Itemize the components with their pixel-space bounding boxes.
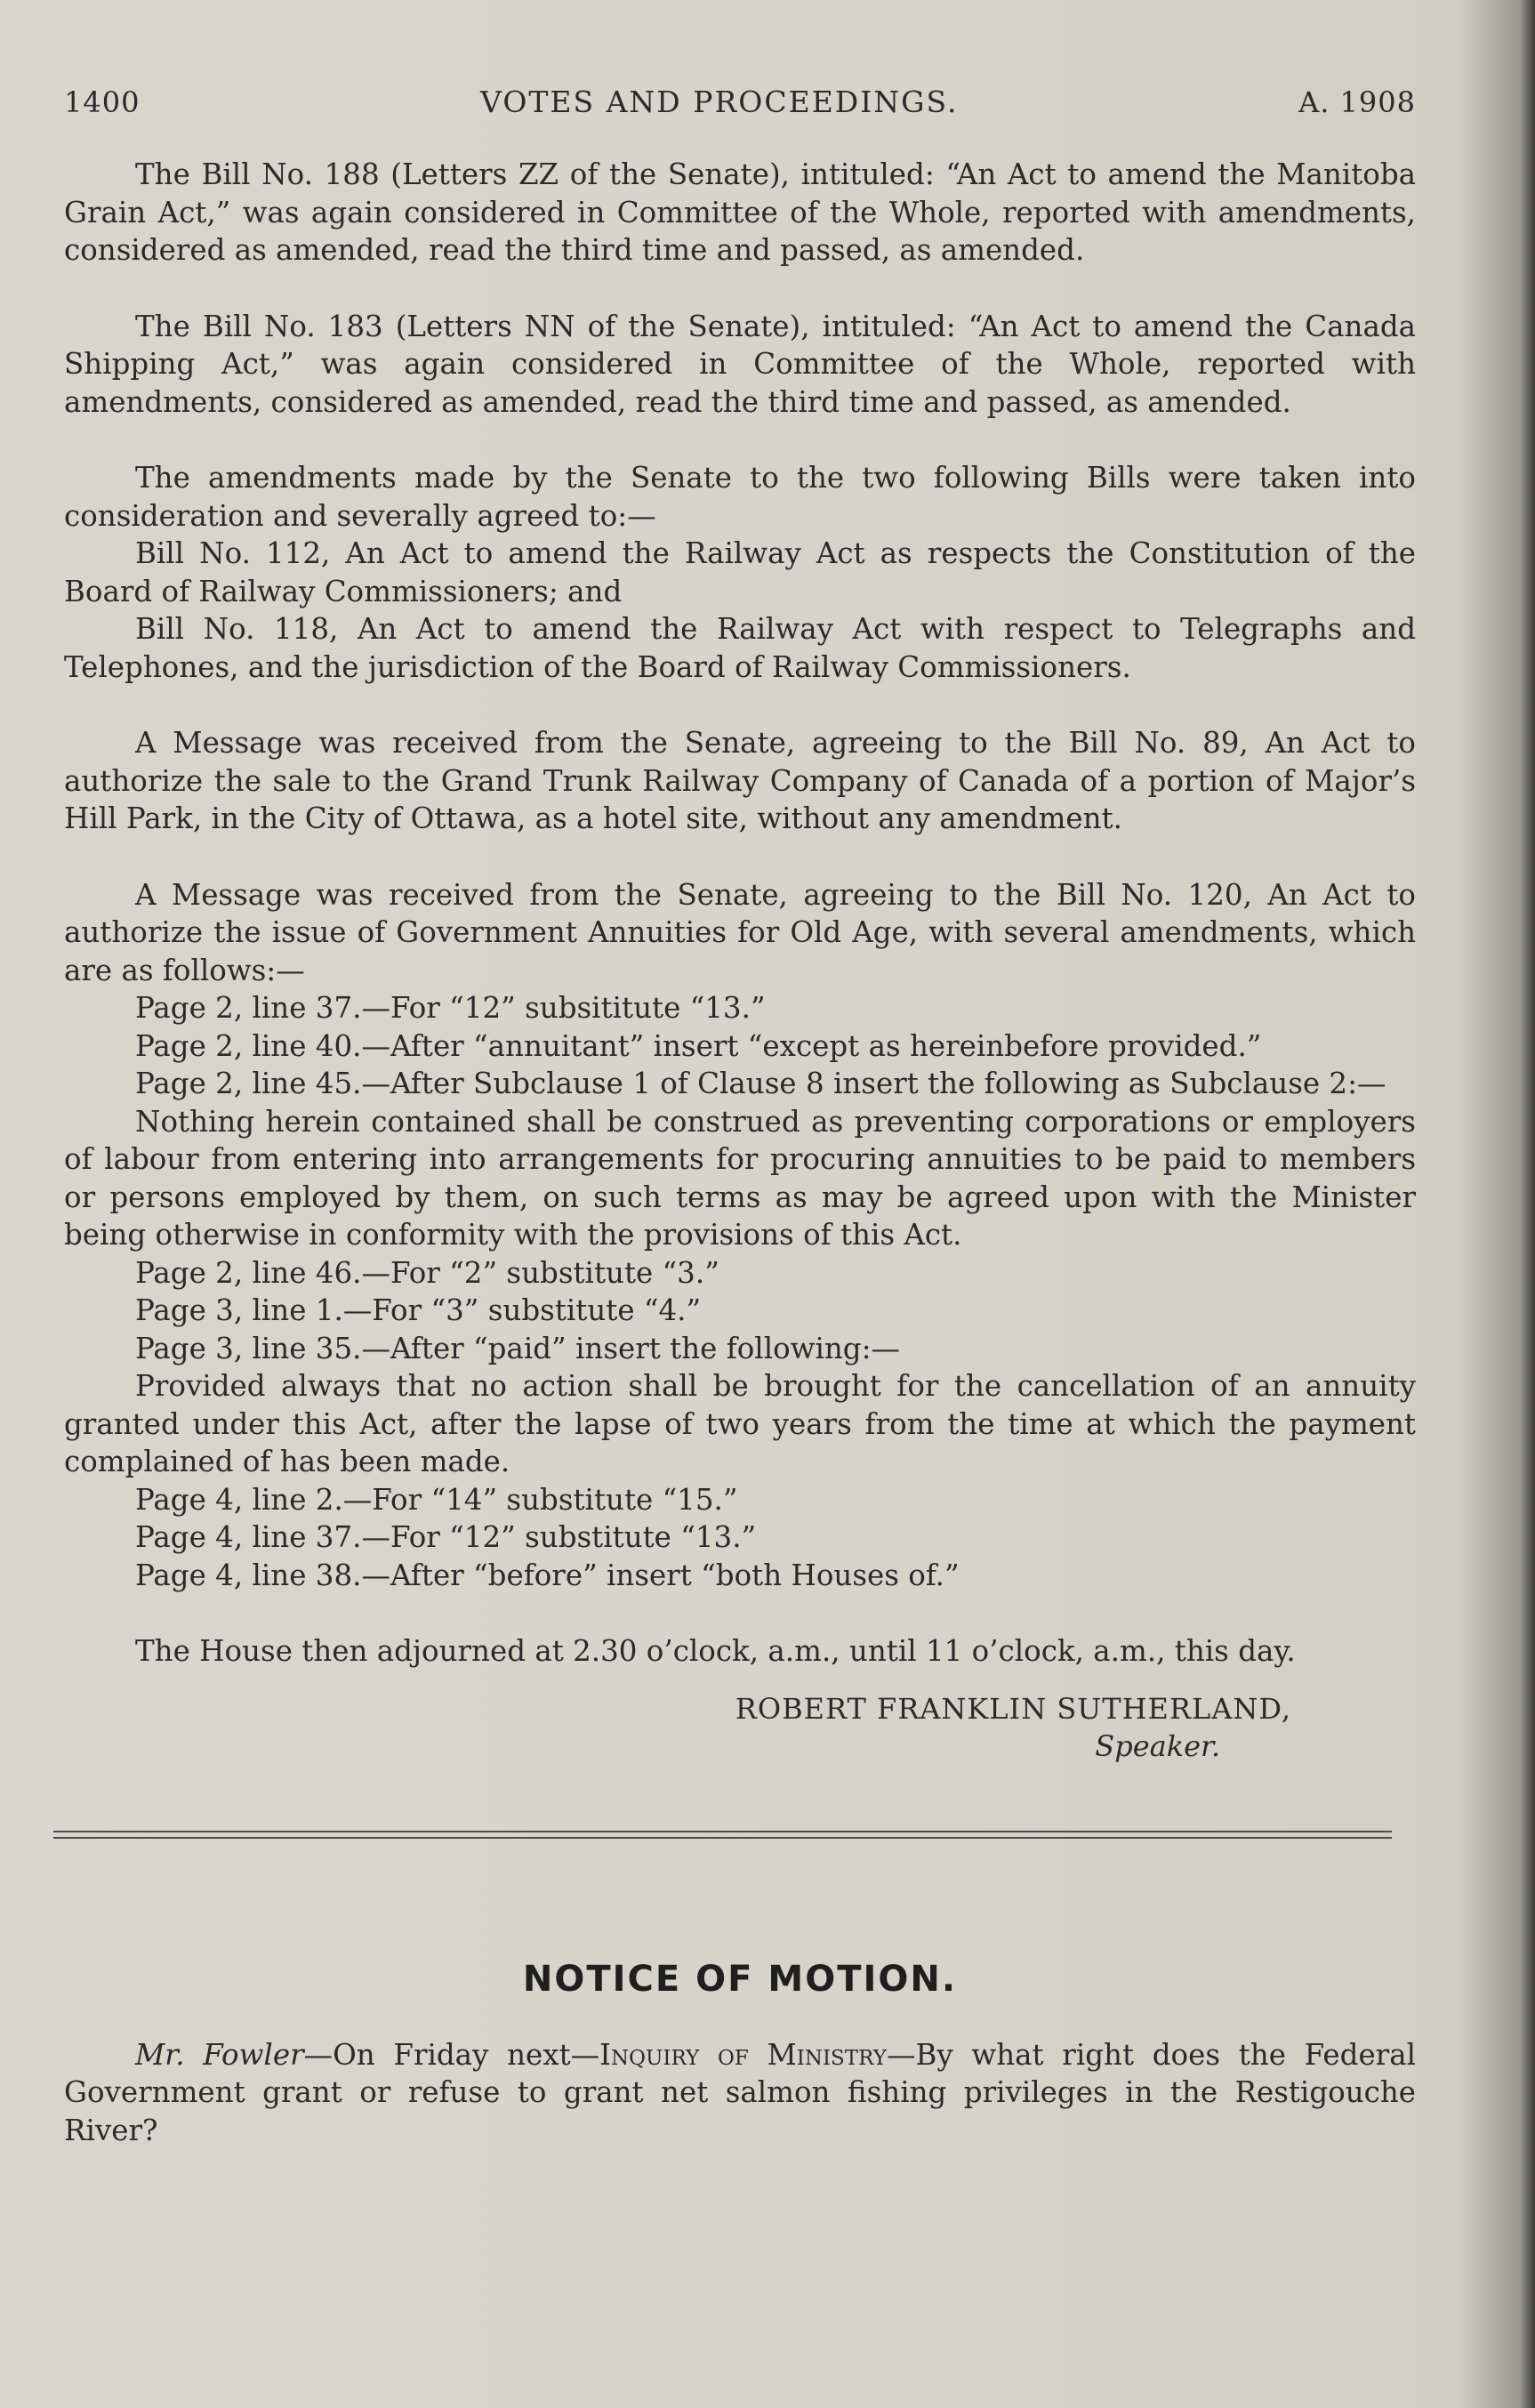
notice-text: —By what right does the Federal Government grant or refuse to grant net salmon fishing privileges in the Restigouche River? (64, 2037, 1416, 2147)
notice-member: Mr. Fowler (135, 2037, 304, 2072)
message-bill-89-paragraph: A Message was received from the Senate, agreeing to the Bill No. 89, An Act to authorize the sale to the Grand Trunk Railway Company of Canada of a portion of Major’s Hill Park, in the City of Ottawa, as a hotel site, without any amendment. (64, 726, 1416, 835)
senate-amendments-paragraph: The amendments made by the Senate to the two following Bills were taken into consideration and severally agreed to:— (64, 461, 1416, 533)
journal-title: VOTES AND PROCEEDINGS. (480, 85, 959, 119)
amendment-item: Page 2, line 45.—After Subclause 1 of Clause 8 insert the following as Subclause 2:— (135, 1067, 1386, 1100)
amendment-item: Page 3, line 35.—After “paid” insert the following:— (135, 1331, 901, 1365)
speaker-title: Speaker. (1095, 1728, 1220, 1763)
adjournment-paragraph: The House then adjourned at 2.30 o’clock, a.m., until 11 o’clock, a.m., this day. (135, 1634, 1296, 1668)
page-content (64, 85, 1416, 2149)
message-bill-120-paragraph: A Message was received from the Senate, agreeing to the Bill No. 120, An Act to authorize the issue of Government Annuities for Old Age, with several amendments, which are as follows:— (64, 877, 1416, 987)
amendment-item: Page 4, line 38.—After “before” insert “both Houses of.” (135, 1558, 960, 1592)
bill-188-paragraph: The Bill No. 188 (Letters ZZ of the Senate), intituled: “An Act to amend the Manitoba Grain Act,” was again considered in Committee of the Whole, reported with amendments, considered as amended, read the third time and passed, as amended. (64, 157, 1416, 267)
running-header (64, 85, 1416, 138)
speaker-name: ROBERT FRANKLIN SUTHERLAND, (735, 1691, 1291, 1726)
amendment-item: Page 2, line 37.—For “12” subsititute “13.” (135, 991, 766, 1025)
notice-topic: Inquiry of Ministry (599, 2037, 887, 2072)
bill-118-paragraph: Bill No. 118, An Act to amend the Railway Act with respect to Telegraphs and Telephones, and the jurisdiction of the Board of Railway Commissioners. (64, 612, 1416, 684)
section-divider (53, 1831, 1392, 1839)
journal-year: A. 1908 (1298, 85, 1416, 119)
proviso-text: Provided always that no action shall be brought for the cancellation of an annuity granted under this Act, after the lapse of two years from the time at which the payment complained of has been made. (64, 1369, 1416, 1478)
amendment-item: Page 2, line 46.—For “2” substitute “3.” (135, 1255, 719, 1290)
amendment-item: Page 3, line 1.—For “3” substitute “4.” (135, 1293, 702, 1327)
amendment-item: Page 4, line 37.—For “12” substitute “13.” (135, 1520, 757, 1554)
speaker-signature (64, 1690, 1416, 1765)
amendment-item: Page 2, line 40.—After “annuitant” insert “except as hereinbefore provided.” (135, 1028, 1262, 1063)
page-number: 1400 (64, 85, 141, 119)
notice-paragraph (64, 2036, 1416, 2150)
subclause-text: Nothing herein contained shall be construed as preventing corporations or employers of labour from entering into arrangements for procuring annuities to be paid to members or persons employed by them, on such terms as may be agreed upon with the Minister being otherwise in conformity with the provisions of this Act. (64, 1104, 1416, 1252)
notice-heading: NOTICE OF MOTION. (522, 1958, 958, 2000)
notice-lead: —On Friday next— (303, 2037, 600, 2072)
amendment-item: Page 4, line 2.—For “14” substitute “15.” (135, 1482, 738, 1517)
bill-112-paragraph: Bill No. 112, An Act to amend the Railway Act as respects the Constitution of the Board of Railway Commissioners; and (64, 536, 1416, 608)
bill-183-paragraph: The Bill No. 183 (Letters NN of the Senate), intituled: “An Act to amend the Canada Shipping Act,” was again considered in Committee of the Whole, reported with amendments, considered as amended, read the third time and passed, as amended. (64, 309, 1416, 419)
